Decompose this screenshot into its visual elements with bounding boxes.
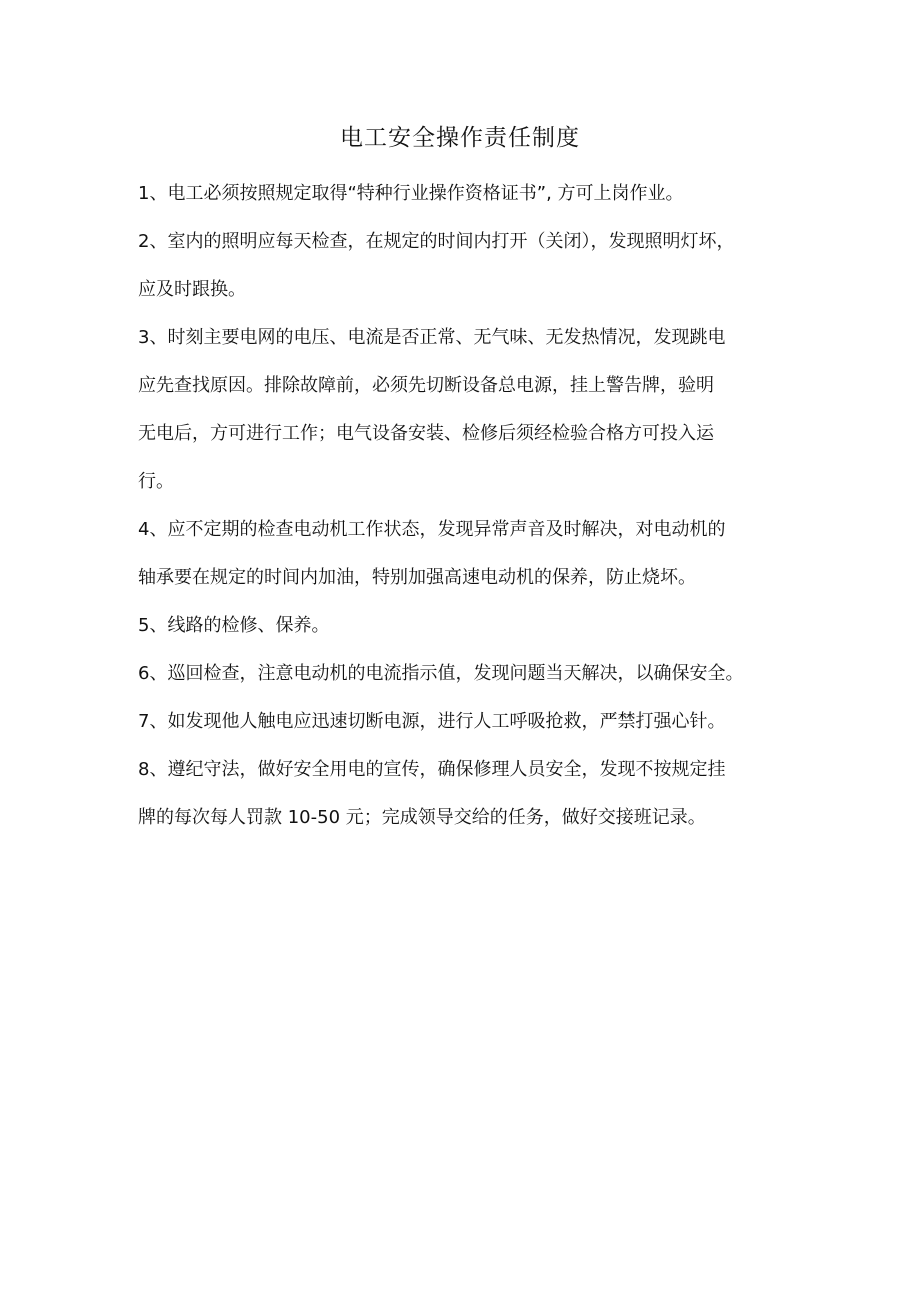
- paragraph-line: 应及时跟换。: [138, 279, 246, 300]
- document-title: 电工安全操作责任制度: [340, 125, 580, 151]
- paragraph-line: 8、遵纪守法，做好安全用电的宣传，确保修理人员安全，发现不按规定挂: [138, 759, 726, 780]
- paragraph-line: 2、室内的照明应每天检查，在规定的时间内打开（关闭），发现照明灯坏，: [138, 231, 735, 252]
- paragraph-line: 应先查找原因。排除故障前，必须先切断设备总电源，挂上警告牌，验明: [138, 375, 714, 396]
- paragraph-line: 1、电工必须按照规定取得“特种行业操作资格证书”, 方可上岗作业。: [138, 183, 684, 204]
- paragraph-7: [138, 698, 798, 746]
- paragraph-1: [138, 170, 798, 218]
- paragraph-line: 牌的每次每人罚款 10-50 元；完成领导交给的任务，做好交接班记录。: [138, 807, 706, 828]
- paragraph-8: [138, 746, 798, 842]
- paragraph-5: [138, 602, 798, 650]
- paragraph-line: 无电后，方可进行工作；电气设备安装、检修后须经检验合格方可投入运: [138, 423, 714, 444]
- paragraph-line: 4、应不定期的检查电动机工作状态，发现异常声音及时解决，对电动机的: [138, 519, 726, 540]
- paragraph-line: 6、巡回检查，注意电动机的电流指示值，发现问题当天解决，以确保安全。: [138, 663, 744, 684]
- paragraph-4: [138, 506, 798, 602]
- paragraph-line: 5、线路的检修、保养。: [138, 615, 330, 636]
- paragraph-line: 3、时刻主要电网的电压、电流是否正常、无气味、无发热情况，发现跳电: [138, 327, 726, 348]
- paragraph-line: 轴承要在规定的时间内加油，特别加强高速电动机的保养，防止烧坏。: [138, 567, 696, 588]
- paragraph-3: [138, 314, 798, 506]
- paragraph-2: [138, 218, 798, 314]
- document-body: [138, 170, 798, 842]
- paragraph-line: 行。: [138, 471, 174, 492]
- paragraph-line: 7、如发现他人触电应迅速切断电源，进行人工呼吸抢救，严禁打强心针。: [138, 711, 726, 732]
- paragraph-6: [138, 650, 798, 698]
